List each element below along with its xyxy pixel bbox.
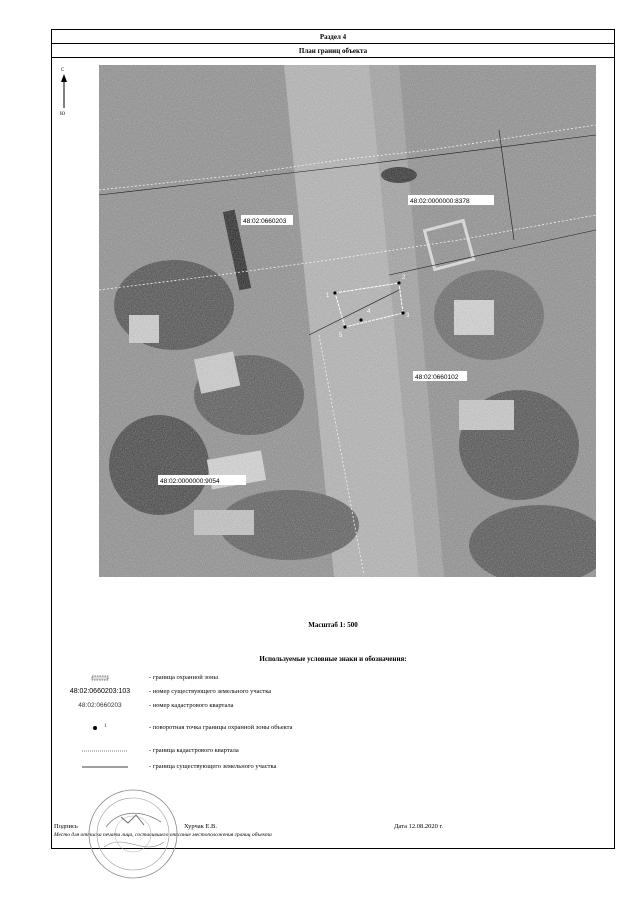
stamp-icon [86, 787, 180, 881]
turning-point-symbol [52, 723, 148, 735]
map-cadastral-label: 48:02:0660102 [415, 374, 459, 381]
map-point-label: 3 [406, 313, 410, 319]
compass-south-label: Ю [60, 112, 66, 117]
compass [58, 68, 70, 120]
signature-date: Дата 12.08.2020 г. [394, 823, 444, 830]
protection-zone-swatch-icon [52, 673, 148, 685]
compass-north-label: С [61, 68, 65, 73]
legend-item [52, 746, 614, 758]
solid-line-icon [52, 762, 148, 774]
satellite-map[interactable] [99, 65, 596, 577]
document-frame [51, 29, 615, 849]
signature-label: Подпись [54, 823, 78, 830]
map-point-label: 1 [326, 293, 330, 299]
map-cadastral-label: 48:02:0660203 [243, 218, 287, 225]
legend-parcel-number: 48:02:0660203:103 [69, 688, 131, 695]
legend-text: - граница охранной зоны [149, 674, 218, 681]
map-cadastral-label: 48:02:0000000:9054 [160, 478, 220, 485]
signer-name: Хурчак Е.В. [184, 823, 217, 830]
legend-text: - номер существующего земельного участка [149, 688, 272, 695]
legend-text: - граница существующего земельного участка [149, 763, 277, 770]
legend-item [52, 673, 614, 685]
legend-item [52, 762, 614, 774]
dotted-line-icon [52, 746, 148, 758]
stamp-note: Место для оттиска печати лица, составившего описание местоположения границ объекта [54, 832, 272, 838]
legend-text: - номер кадастрового квартала [149, 702, 234, 709]
map-scale: Масштаб 1: 500 [308, 621, 358, 629]
section-header: Раздел 4 [52, 30, 614, 44]
turning-point-number: 1 [104, 724, 107, 729]
legend-item [52, 723, 614, 735]
map-point-label: 2 [402, 275, 406, 281]
legend-quarter-number: 48:02:0660203 [78, 702, 122, 709]
map-point-label: 4 [367, 309, 371, 315]
legend-title: Используемые условные знаки и обозначения: [259, 655, 407, 663]
legend-item [52, 701, 614, 713]
plan-title: План границ объекта [52, 44, 614, 58]
map-cadastral-label: 48:02:0000000:8378 [410, 198, 470, 205]
map-point-label: 5 [339, 333, 343, 339]
legend-item [52, 687, 614, 699]
legend-text: - поворотная точка границы охранной зоны объекта [149, 724, 293, 731]
legend-text: - граница кадастрового квартала [149, 747, 239, 754]
